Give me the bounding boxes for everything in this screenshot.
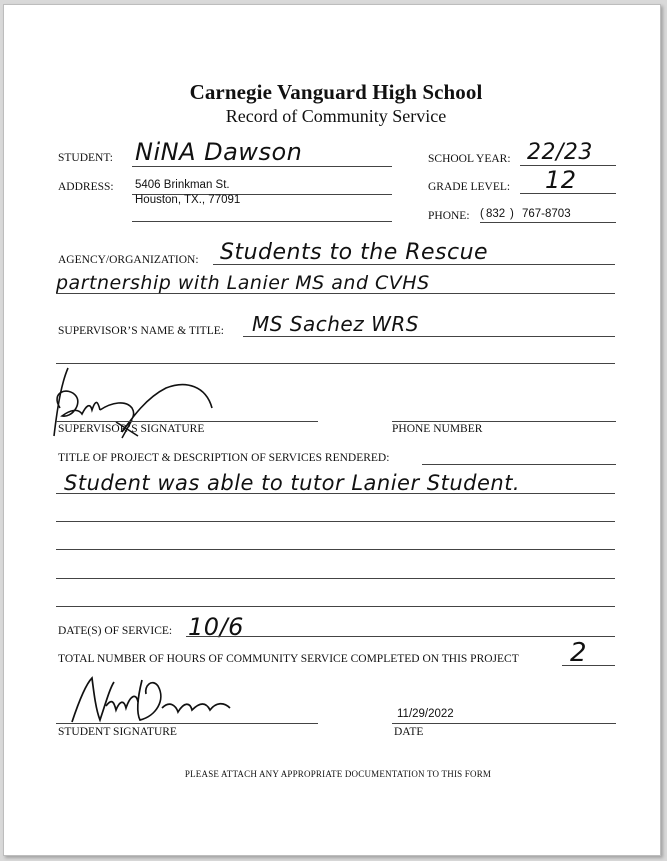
student-signature-label: STUDENT SIGNATURE (58, 726, 177, 738)
address-label: ADDRESS: (58, 181, 114, 193)
project-title-label: TITLE OF PROJECT & DESCRIPTION OF SERVICES RENDERED: (58, 452, 390, 464)
address-line-rule-2 (132, 221, 392, 222)
total-hours-label: TOTAL NUMBER OF HOURS OF COMMUNITY SERVICE COMPLETED ON THIS PROJECT (58, 653, 519, 665)
agency-line-2 (56, 293, 615, 294)
grade-level-label: GRADE LEVEL: (428, 181, 511, 193)
phone-number-line (392, 421, 616, 422)
agency-line-1 (213, 264, 615, 265)
grade-level-line (520, 193, 616, 194)
student-line (132, 166, 392, 167)
dates-of-service-label: DATE(S) OF SERVICE: (58, 625, 173, 637)
agency-value-line-2[interactable]: partnership with Lanier MS and CVHS (56, 272, 430, 294)
project-line-5 (56, 606, 615, 607)
student-label: STUDENT: (58, 152, 114, 164)
dates-of-service-line (186, 636, 615, 637)
phone-label: PHONE: (428, 210, 470, 222)
school-year-value[interactable]: 22/23 (527, 140, 593, 165)
phone-area-open: ( (480, 208, 484, 220)
agency-value-line-1[interactable]: Students to the Rescue (220, 240, 489, 265)
phone-area-close: ) (510, 208, 514, 220)
supervisor-signature-label: SUPERVISOR’S SIGNATURE (58, 423, 205, 435)
date-value[interactable]: 11/29/2022 (397, 708, 454, 720)
supervisor-name-label: SUPERVISOR’S NAME & TITLE: (58, 325, 224, 337)
phone-number-value[interactable]: 767-8703 (522, 208, 571, 220)
phone-number-label: PHONE NUMBER (392, 423, 483, 435)
project-line-4 (56, 578, 615, 579)
dates-of-service-value[interactable]: 10/6 (188, 613, 244, 641)
total-hours-value[interactable]: 2 (570, 638, 588, 668)
date-line (392, 723, 616, 724)
grade-level-value[interactable]: 12 (545, 166, 577, 194)
supervisor-name-value[interactable]: MS Sachez WRS (252, 312, 419, 336)
form-title: Record of Community Service (225, 106, 447, 126)
address-line-2[interactable]: Houston, TX., 77091 (135, 194, 241, 206)
school-year-label: SCHOOL YEAR: (428, 153, 511, 165)
phone-area-code[interactable]: 832 (486, 208, 506, 220)
project-line-3 (56, 549, 615, 550)
student-signature-line (56, 723, 318, 724)
project-line-2 (56, 521, 615, 522)
project-line-1 (56, 493, 615, 494)
phone-line (480, 222, 616, 223)
project-title-line (422, 464, 616, 465)
agency-label: AGENCY/ORGANIZATION: (58, 254, 199, 266)
school-name: Carnegie Vanguard High School (189, 80, 483, 104)
supervisor-signature-line (56, 421, 318, 422)
address-line-1[interactable]: 5406 Brinkman St. (135, 179, 230, 191)
student-name-value[interactable]: NiNA Dawson (135, 138, 303, 166)
footer-note: PLEASE ATTACH ANY APPROPRIATE DOCUMENTATION TO THIS FORM (184, 769, 492, 779)
total-hours-line (562, 665, 615, 666)
supervisor-name-line (243, 336, 615, 337)
date-label: DATE (394, 726, 424, 738)
student-signature-image (66, 672, 236, 726)
project-description-value[interactable]: Student was able to tutor Lanier Student. (64, 471, 521, 495)
